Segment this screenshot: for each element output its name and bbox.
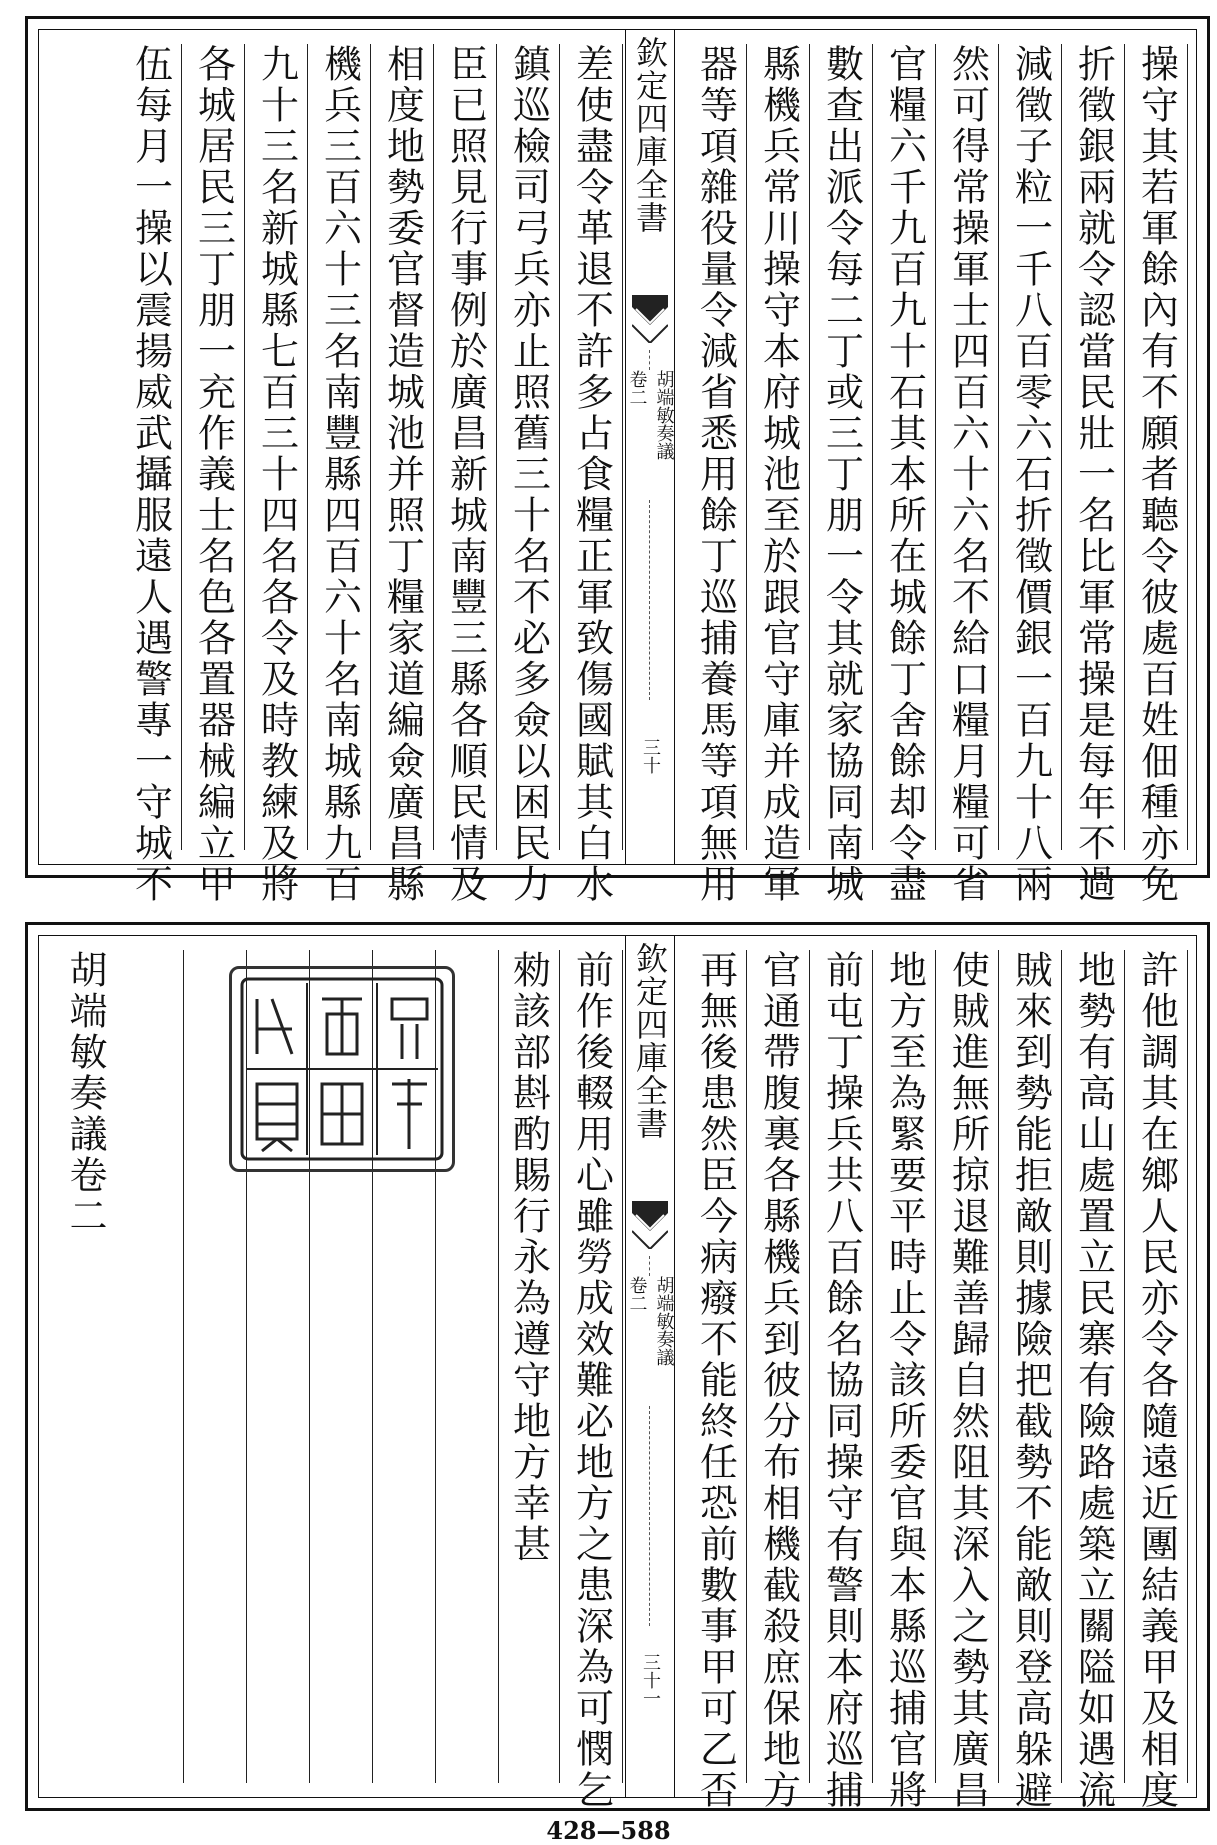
column-text: 地勢有高山處置立民寨有險路處築立關隘如遇流 [1071, 950, 1116, 1811]
spine-book-name: 胡端敏奏議 [653, 370, 675, 460]
text-column [1126, 950, 1188, 1811]
column-text: 操守其若軍餘內有不願者聽令彼處百姓佃種亦免 [1134, 44, 1179, 905]
text-column [246, 44, 308, 905]
text-column [811, 950, 873, 1811]
text-column [1063, 950, 1125, 1811]
text-column [937, 950, 999, 1811]
page-top-frame [38, 29, 1197, 905]
spine-book-name: 胡端敏奏議 [653, 1276, 675, 1366]
column-text: 鎮巡檢司弓兵亦止照舊三十名不必多僉以困民力 [506, 44, 551, 905]
text-column [685, 44, 747, 905]
left-margin [39, 44, 119, 850]
text-column [874, 950, 936, 1811]
column-text: 數查出派令每二丁或三丁朋一令其就家協同南城 [819, 44, 864, 905]
column-text: 機兵三百六十三名南豐縣四百六十名南城縣九百 [317, 44, 362, 905]
column-text: 賊來到勢能拒敵則據險把截勢不能敵則登高躲避 [1008, 950, 1053, 1811]
closing-title-text: 胡端敏奏議卷二 [63, 950, 107, 1237]
text-column [561, 950, 623, 1811]
column-text: 官糧六千九百九十石其本所在城餘丁舍餘却令盡 [882, 44, 927, 905]
text-column [874, 44, 936, 905]
imperial-seal [229, 966, 455, 1172]
text-column [561, 44, 623, 905]
text-column [748, 950, 810, 1811]
closing-title [51, 950, 119, 1783]
spine-volume: 卷二 [626, 1276, 648, 1312]
column-text: 前作後輟用心雖勞成效難必地方之患深為可憫乞 [569, 950, 614, 1811]
column-text: 折徵銀兩就令認當民壯一名比軍常操是每年不過 [1071, 44, 1116, 905]
column-text: 縣機兵常川操守本府城池至於跟官守庫并成造軍 [756, 44, 801, 905]
text-column [1063, 44, 1125, 905]
text-column [811, 44, 873, 905]
column-text: 差使盡令革退不許多占食糧正軍致傷國賦其白水 [569, 44, 614, 905]
column-text: 再無後患然臣今病癈不能終任恐前數事甲可乙否 [693, 950, 738, 1811]
spine-title: 欽定四庫全書 [631, 942, 669, 1140]
spine-title: 欽定四庫全書 [631, 36, 669, 234]
text-column [937, 44, 999, 905]
column-text: 官通帶腹裏各縣機兵到彼分布相機截殺庶保地方 [756, 950, 801, 1811]
fish-tail-icon [632, 1201, 668, 1249]
column-text: 前屯丁操兵共八百餘名協同操守有警則本府巡捕 [819, 950, 864, 1811]
column-text: 使賊進無所掠退難善歸自然阻其深入之勢其廣昌 [945, 950, 990, 1811]
text-column [498, 950, 560, 1783]
text-column [498, 44, 560, 905]
text-column [748, 44, 810, 905]
column-text: 相度地勢委官督造城池并照丁糧家道編僉廣昌縣 [380, 44, 425, 905]
text-column [372, 44, 434, 905]
center-spine [625, 30, 675, 864]
text-column [1000, 950, 1062, 1811]
column-text: 勑該部斟酌賜行永為遵守地方幸甚 [506, 950, 551, 1565]
column-text: 器等項雜役量令減省悉用餘丁巡捕養馬等項無用 [693, 44, 738, 905]
spine-book-title [626, 370, 675, 460]
page-top-half [25, 16, 1210, 905]
text-column [685, 950, 747, 1811]
text-column [309, 44, 371, 905]
text-column [1000, 44, 1062, 905]
center-spine [625, 936, 675, 1797]
seal-stamp-icon [232, 969, 452, 1169]
text-column [183, 44, 245, 905]
page-bottom-frame [38, 935, 1197, 1811]
spine-book-title [626, 1276, 675, 1366]
column-text: 然可得常操軍士四百六十六名不給口糧月糧可省 [945, 44, 990, 905]
column-text: 臣已照見行事例於廣昌新城南豐三縣各順民情及 [443, 44, 488, 905]
spine-page-number: 三十 [640, 738, 661, 774]
column-text: 九十三名新城縣七百三十四名各令及時教練及將 [254, 44, 299, 905]
column-text: 各城居民三丁朋一充作義士名色各置器械編立甲 [191, 44, 236, 905]
text-column [435, 44, 497, 905]
column-text: 許他調其在鄉人民亦令各隨遠近團結義甲及相度 [1134, 950, 1179, 1811]
column-text: 地方至為緊要平時止令該所委官與本縣巡捕官將 [882, 950, 927, 1811]
column-text: 減徵子粒一千八百零六石折徵價銀一百九十八兩 [1008, 44, 1053, 905]
empty-column [120, 950, 184, 1783]
spine-page-number: 三十一 [640, 1653, 661, 1707]
spine-volume: 卷二 [626, 370, 648, 406]
text-column [120, 44, 182, 905]
fish-tail-icon [632, 295, 668, 343]
text-column [1126, 44, 1188, 905]
page-bottom-half [25, 922, 1210, 1811]
page-number: 428—588 [546, 1816, 671, 1845]
column-text: 伍每月一操以震揚威武攝服遠人遇警專一守城不 [128, 44, 173, 905]
